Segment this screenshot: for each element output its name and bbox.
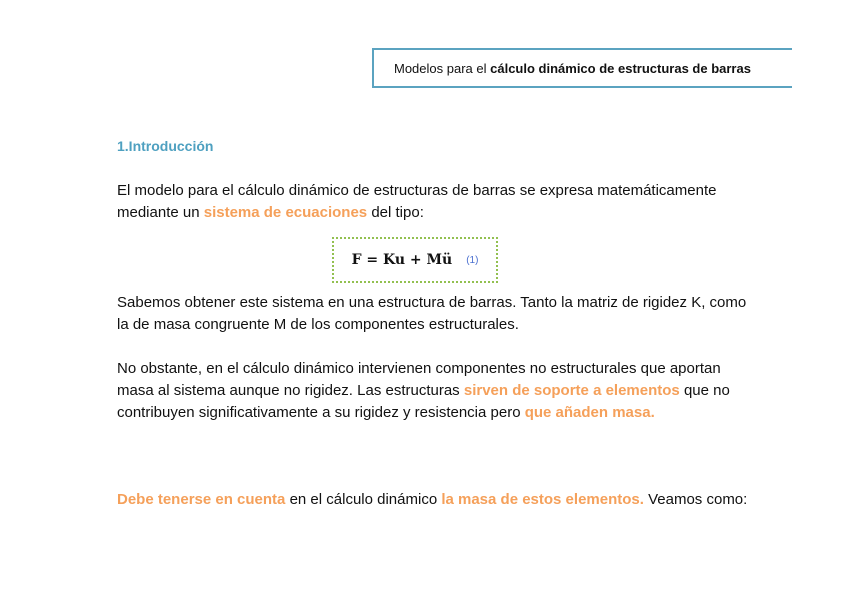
para3-text-1: No obstante, en el cálculo dinámico intervienen componentes no estructurales que aportan masa al sistema aunque no rigidez. Las estructuras [117, 360, 721, 399]
header-bold-title: cálculo dinámico de estructuras de barras [490, 60, 751, 76]
para4-highlight-1: Debe tenerse en cuenta [117, 491, 286, 508]
para4-text-2: Veamos como: [643, 491, 748, 508]
section-title: 1.Introducción [117, 138, 214, 154]
slide-header [372, 48, 792, 88]
intro-text-1: El modelo para el cálculo dinámico de estructuras de barras se expresa matemáticamente mediante un [117, 182, 717, 221]
para3-highlight-2: que añaden masa [524, 404, 651, 421]
intro-highlight: sistema de ecuaciones [203, 204, 368, 221]
formula-box [332, 237, 498, 283]
paragraph-2: Sabemos obtener este sistema en una estructura de barras. Tanto la matriz de rigidez K, como la de masa congruente M de los componentes estructurales. [117, 294, 747, 333]
paragraph-4 [117, 489, 757, 511]
para4-highlight-2: la masa de estos elementos. [441, 491, 644, 508]
para4-text-1: en el cálculo dinámico [285, 491, 442, 508]
intro-text-2: del tipo: [367, 204, 424, 221]
header-prefix: Modelos para el [394, 60, 487, 76]
paragraph-3 [117, 358, 757, 424]
intro-paragraph [117, 180, 757, 224]
equation-number: (1) [466, 254, 479, 266]
para3-text-2: que no contribuyen significativamente a su rigidez y resistencia pero [117, 382, 730, 421]
para3-highlight-1: sirven de soporte a elementos [463, 382, 680, 399]
para3-text-3: . [650, 404, 655, 421]
equation: F = Ku + Mü [351, 252, 453, 268]
